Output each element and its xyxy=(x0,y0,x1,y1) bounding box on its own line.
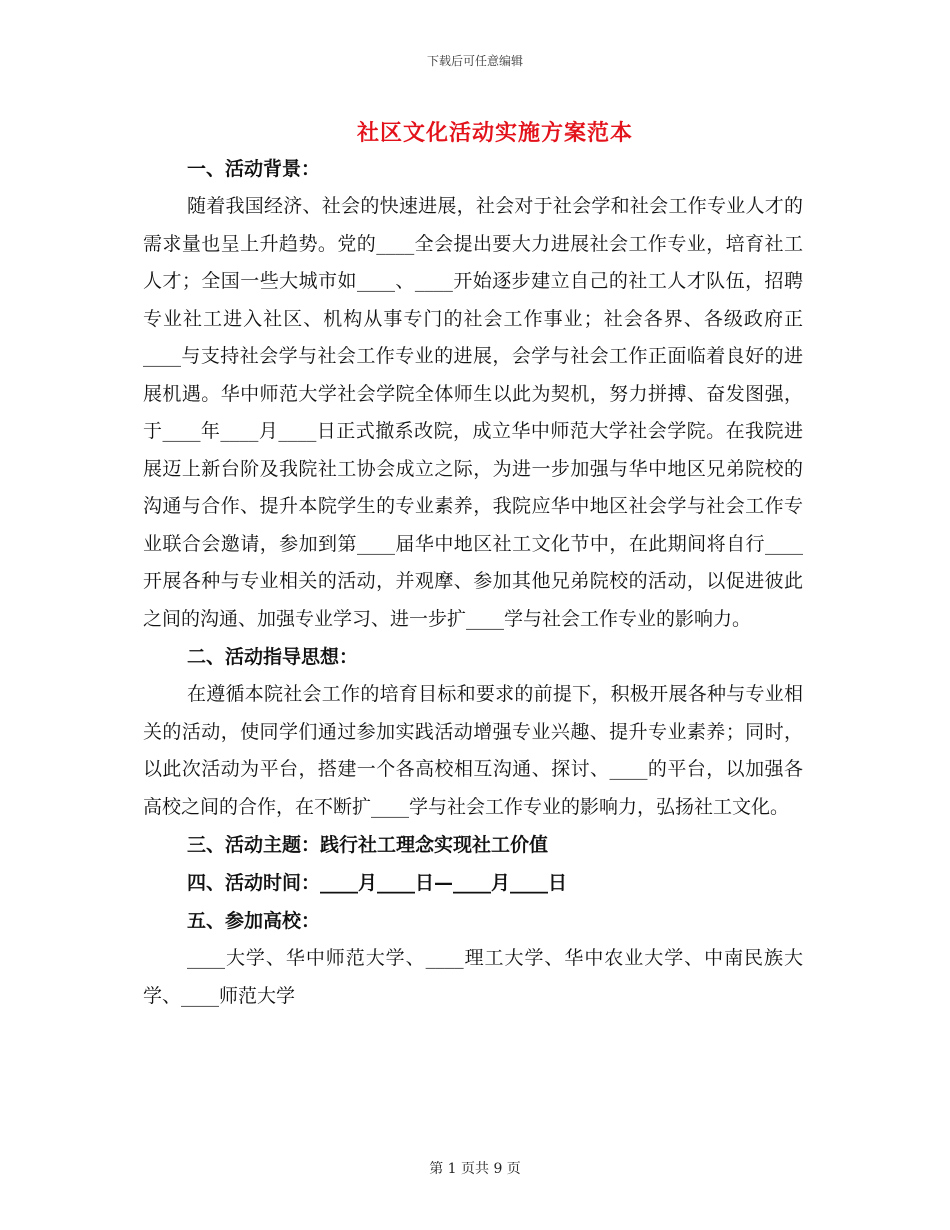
section-paragraph-guiding-thought: 在遵循本院社会工作的培育目标和要求的前提下，积极开展各种与专业相关的活动，使同学们通过参加实践活动增强专业兴趣、提升专业素养；同时，以此次活动为平台，搭建一个各高校相互沟通、探讨、____的平台，以加强各高校之间的合作，在不断扩____学与社会工作专业的影响力，弘扬社工文化。 xyxy=(143,683,803,818)
section-heading-guiding-thought: 二、活动指导思想： xyxy=(187,646,359,668)
section-paragraph-background: 随着我国经济、社会的快速进展，社会对于社会学和社会工作专业人才的需求量也呈上升趋势。党的____全会提出要大力进展社会工作专业，培育社工人才；全国一些大城市如____、____开始逐步建立自己的社工人才队伍，招聘专业社工进入社区、机构从事专门的社会工作事业；社会各界、各级政府正____与支持社会学与社会工作专业的进展，会学与社会工作正面临着良好的进展机遇。华中师范大学社会学院全体师生以此为契机，努力拼搏、奋发图强，于____年____月____日正式撤系改院，成立华中师范大学社会学院。在我院进展迈上新台阶及我院社工协会成立之际，为进一步加强与华中地区兄弟院校的沟通与合作、提升本院学生的专业素养，我院应华中地区社会学与社会工作专业联合会邀请，参加到第____届华中地区社工文化节中，在此期间将自行____开展各种与专业相关的活动，并观摩、参加其他兄弟院校的活动，以促进彼此之间的沟通、加强专业学习、进一步扩____学与社会工作专业的影响力。 xyxy=(143,195,803,630)
page-footer-page-number: 第 1 页共 9 页 xyxy=(429,1161,521,1177)
section-paragraph-universities: ____大学、华中师范大学、____理工大学、华中农业大学、中南民族大学、____师范大学 xyxy=(143,947,803,1007)
document-body xyxy=(143,150,803,1015)
section-heading-theme: 三、活动主题：践行社工理念实现社工价值 xyxy=(187,834,549,856)
section-heading-background: 一、活动背景： xyxy=(187,158,321,180)
section-heading-time: 四、活动时间：____月____日—____月____日 xyxy=(187,872,568,894)
page-header-note: 下载后可任意编辑 xyxy=(426,54,523,68)
document-title: 社区文化活动实施方案范本 xyxy=(356,120,633,146)
section-heading-universities: 五、参加高校： xyxy=(187,910,321,932)
